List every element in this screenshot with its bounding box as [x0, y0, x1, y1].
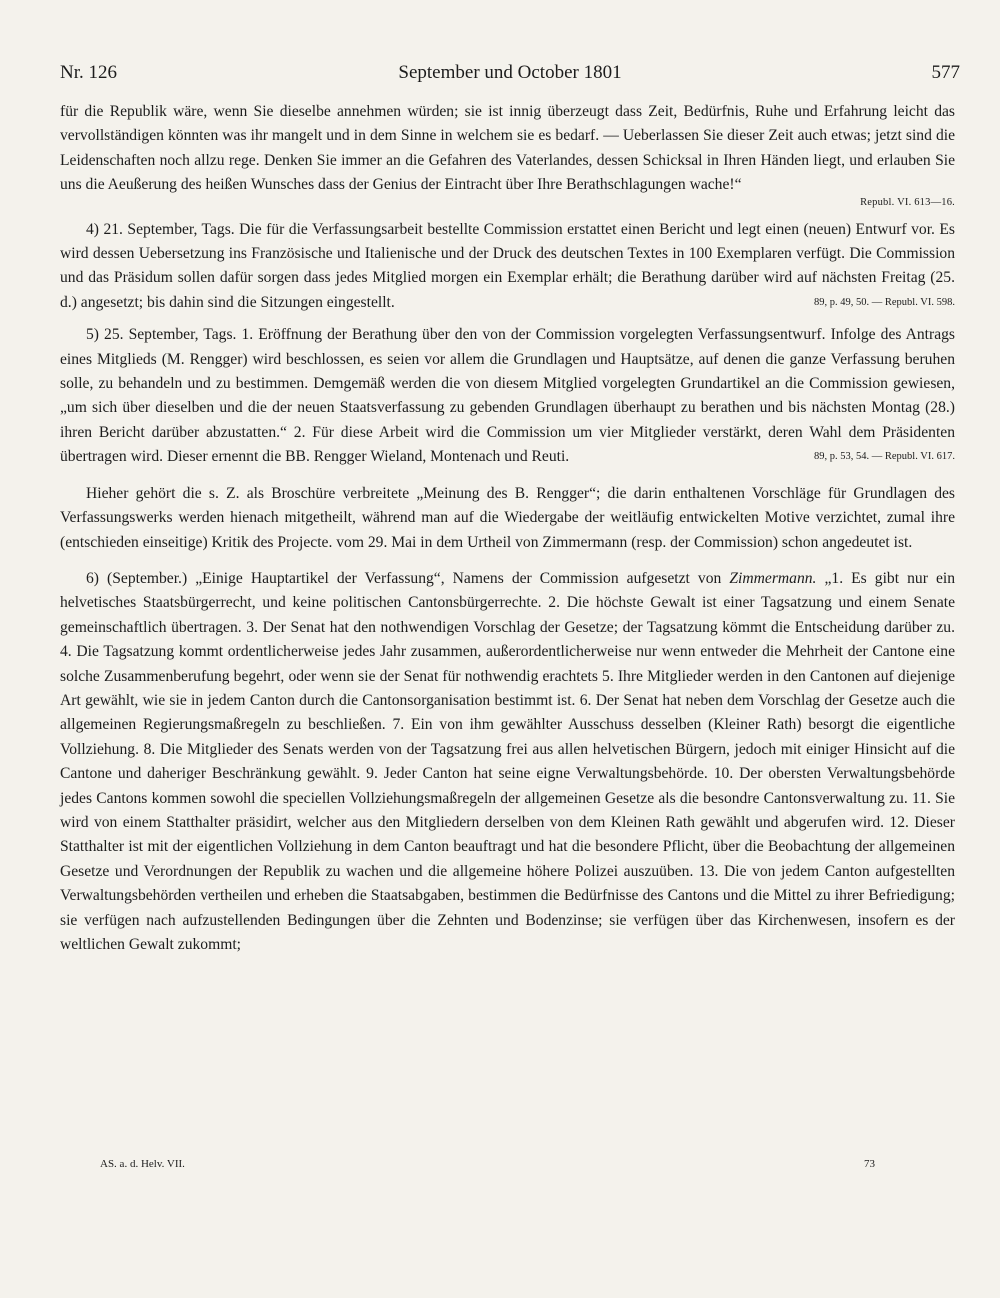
reference-1: Republ. VI. 613—16. [860, 196, 955, 208]
document-number: Nr. 126 [60, 62, 117, 83]
sheet-number: 73 [864, 1158, 875, 1170]
author-name: Zimmermann. [729, 569, 817, 587]
paragraph-4: Hieher gehört die s. Z. als Broschüre verbreitete „Meinung des B. Rengger“; die darin enthaltenen Vorschläge für Grundlagen des Verfassungswerks werden hienach mitgetheilt, während man auf die Wiedergabe der weitläufig entwickelten Motive verzichtet, zumal ihre (entschieden einseitige) Kritik des Projecte. vom 29. Mai in dem Urtheil von Zimmermann (resp. der Commission) schon angedeutet ist. [60, 484, 955, 551]
paragraph-5-start: 6) (September.) „Einige Hauptartikel der Verfassung“, Namens der Commission aufgesetzt von [86, 569, 730, 587]
page-header [60, 62, 960, 88]
paragraph-1: für die Republik wäre, wenn Sie dieselbe annehmen würden; sie ist innig überzeugt dass Zeit, Bedürfnis, Ruhe und Erfahrung leicht das vervollständigen könnten was ihr mangelt und in dem Sinne in welchem sie es bedarf. — Ueberlassen Sie dieser Zeit auch etwas; jetzt sind die Leidenschaften noch allzu rege. Denken Sie immer an die Gefahren des Vaterlandes, dessen Schicksal in Ihren Händen liegt, und erlauben Sie uns die Aeußerung des heißen Wunsches dass der Genius der Eintracht über Ihre Berathschlagungen wache!“ [60, 103, 955, 194]
running-title: September und October 1801 [398, 62, 622, 83]
page-footer [100, 1158, 875, 1176]
page-number: 577 [931, 62, 960, 83]
reference-2: 89, p. 49, 50. — Republ. VI. 598. [814, 296, 955, 308]
paragraph-2-text: 4) 21. September, Tags. Die für die Verfassungsarbeit bestellte Commission erstattet einen Bericht und legt einen (neuen) Entwurf vor. Es wird dessen Uebersetzung ins Französische und Italienische und der Druck des deutschen Textes in 100 Exemplaren verfügt. Die Commission und das Präsidum sollen dafür sorgen dass jedes Mitglied morgen ein Exemplar erhält; die Berathung darüber wird auf nächsten Freitag (25. d.) angesetzt; bis dahin sind die Sitzungen eingestellt. [60, 220, 955, 311]
reference-3: 89, p. 53, 54. — Republ. VI. 617. [814, 451, 955, 463]
paragraph-5 [60, 567, 955, 958]
paragraph-3 [60, 323, 955, 469]
paragraph-2 [60, 218, 955, 316]
signature-mark: AS. a. d. Helv. VII. [100, 1158, 185, 1170]
page-body [60, 100, 955, 957]
paragraph-5-text: „1. Es gibt nur ein helvetisches Staatsbürgerrecht, und keine politischen Cantonsbürgerrechte. 2. Die höchste Gewalt ist einer Tagsatzung und einem Senate gemeinschaftlich übertragen. 3. Der Senat hat den nothwendigen Vorschlag der Gesetze; der Tagsatzung kömmt die Entscheidung darüber zu. 4. Die Tagsatzung kommt ordentlicherweise jedes Jahr zusammen, außerordentlicherweise nur wenn entweder die Mehrheit der Cantone eine solche Zusammenberufung begehrt, oder wenn sie der Senat für nothwendig erachtets 5. Ihre Mitglieder werden in den Cantonen auf diejenige Art gewählt, wie sie in jedem Canton durch die Cantonsorganisation bestimmt ist. 6. Der Senat hat neben dem Vorschlag der Gesetze auch die allgemeinen Regierungsmaßregeln zu beschließen. 7. Ein von ihm gewählter Ausschuss desselben (Kleiner Rath) besorgt die eigentliche Vollziehung. 8. Die Mitglieder des Senats werden von der Tagsatzung frei aus allen helvetischen Bürgern, jedoch mit einiger Hinsicht auf die Cantone und daheriger Beschränkung gewählt. 9. Jeder Canton hat seine eigne Verwaltungsbehörde. 10. Der obersten Verwaltungsbehörde jedes Cantons kommen sowohl die speciellen Vollziehungsmaßregeln der allgemeinen Gesetze als die besondre Cantonsverwaltung zu. 11. Sie wird von einem Statthalter präsidirt, welcher aus den Mitgliedern derselben von dem Kleinen Rath gewählt und abgerufen wird. 12. Dieser Statthalter ist mit der eigentlichen Vollziehung in dem Canton beauftragt und hat die besondere Pflicht, über die Beobachtung der allgemeinen Gesetze und Verordnungen der Republik zu wachen und die allgemeine höhere Polizei auszuüben. 13. Die von jedem Canton aufgestellten Verwaltungsbehörden vertheilen und erheben die Staatsabgaben, bestimmen die Bedürfnisse des Cantons und die Mittel zu ihrer Befriedigung; sie verfügen nach aufzustellenden Bedingungen über die Zehnten und Bodenzinse; sie verfügen über das Kirchenwesen, insofern es der weltlichen Gewalt zukommt; [60, 569, 955, 953]
paragraph-3-text: 5) 25. September, Tags. 1. Eröffnung der Berathung über den von der Commission vorgelegten Verfassungsentwurf. Infolge des Antrags eines Mitglieds (M. Rengger) wird beschlossen, es seien vor allem die Grundlagen und Hauptsätze, auf denen die ganze Verfassung beruhen solle, zu behandeln und zu bestimmen. Demgemäß werden die von diesem Mitglied vorgelegten Grundartikel an die Commission gewiesen, „um sich über dieselben und die der neuen Staatsverfassung zu gebenden Grundlagen überhaupt zu berathen und bis nächsten Montag (28.) ihren Bericht darüber abzustatten.“ 2. Für diese Arbeit wird die Commission um vier Mitglieder verstärkt, deren Wahl dem Präsidenten übertragen wird. Dieser ernennt die BB. Rengger Wieland, Montenach und Reuti. [60, 326, 955, 466]
